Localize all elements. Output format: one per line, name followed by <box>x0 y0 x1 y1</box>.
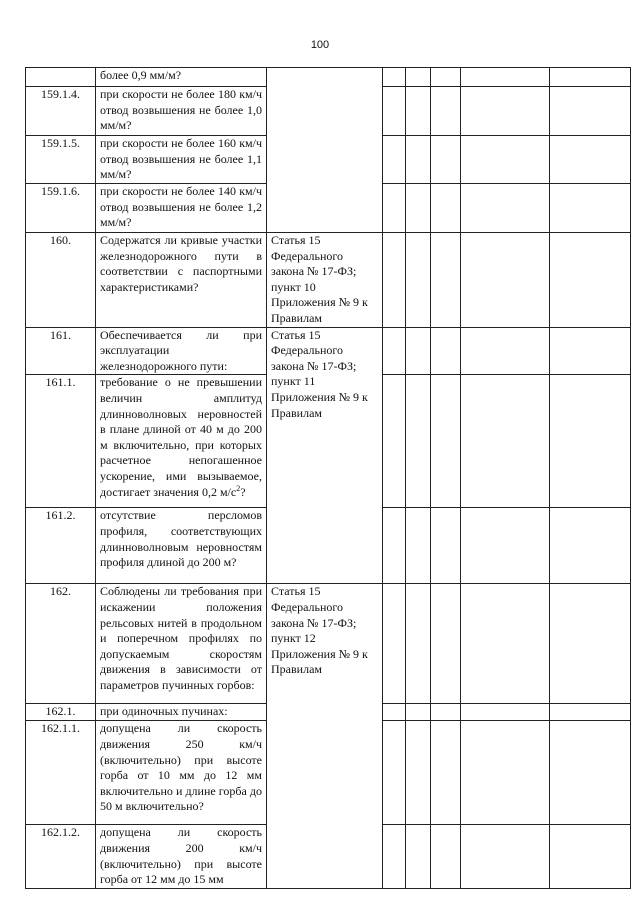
item-number: 159.1.6. <box>26 184 96 233</box>
answer-cell <box>383 136 406 184</box>
answer-cell <box>406 508 431 584</box>
answer-cell <box>383 704 406 721</box>
answer-cell <box>431 375 461 508</box>
table-row <box>26 68 631 87</box>
answer-cell <box>383 327 406 375</box>
answer-cell <box>550 584 631 704</box>
table-row <box>26 584 631 704</box>
answer-cell <box>383 375 406 508</box>
question-text: при скорости не более 140 км/ч отвод возвышения не более 1,2 мм/м? <box>96 184 267 233</box>
table-row <box>26 233 631 328</box>
checklist-table <box>25 67 631 889</box>
legal-basis: Статья 15 Федерального закона № 17-ФЗ; пункт 10 Приложения № 9 к Правилам <box>267 233 383 328</box>
answer-cell <box>461 68 550 87</box>
answer-cell <box>461 375 550 508</box>
question-text: допущена ли скорость движения 200 км/ч (включительно) при высоте горба от 12 мм до 15 мм <box>96 825 267 888</box>
answer-cell <box>461 233 550 328</box>
answer-cell <box>431 87 461 136</box>
answer-cell <box>550 704 631 721</box>
answer-cell <box>461 87 550 136</box>
page-number: 100 <box>310 39 330 51</box>
answer-cell <box>406 136 431 184</box>
answer-cell <box>550 327 631 375</box>
answer-cell <box>550 87 631 136</box>
question-superscript: 2 <box>236 483 241 493</box>
answer-cell <box>431 136 461 184</box>
answer-cell <box>431 68 461 87</box>
question-text: при одиночных пучинах: <box>96 704 267 721</box>
item-number: 159.1.4. <box>26 87 96 136</box>
question-text: при скорости не более 160 км/ч отвод возвышения не более 1,1 мм/м? <box>96 136 267 184</box>
item-number: 161.2. <box>26 508 96 584</box>
question-text: при скорости не более 180 км/ч отвод возвышения не более 1,0 мм/м? <box>96 87 267 136</box>
answer-cell <box>461 721 550 825</box>
answer-cell <box>406 68 431 87</box>
answer-cell <box>550 508 631 584</box>
item-number: 160. <box>26 233 96 328</box>
answer-cell <box>461 825 550 888</box>
answer-cell <box>406 704 431 721</box>
question-text: Соблюдены ли требования при искажении положения рельсовых нитей в продольном и поперечном профилях по допускаемым скоростям движения в зависимости от параметров пучинных горбов: <box>96 584 267 704</box>
answer-cell <box>406 584 431 704</box>
item-number: 162.1.2. <box>26 825 96 888</box>
answer-cell <box>406 87 431 136</box>
question-text: Обеспечивается ли при эксплуатации железнодорожного пути: <box>96 327 267 375</box>
answer-cell <box>550 825 631 888</box>
answer-cell <box>383 584 406 704</box>
question-text: более 0,9 мм/м? <box>96 68 267 87</box>
item-number: 162.1.1. <box>26 721 96 825</box>
legal-basis: Статья 15 Федерального закона № 17-ФЗ; пункт 11 Приложения № 9 к Правилам <box>267 327 383 584</box>
answer-cell <box>461 584 550 704</box>
answer-cell <box>383 233 406 328</box>
answer-cell <box>550 136 631 184</box>
answer-cell <box>461 184 550 233</box>
item-number: 161. <box>26 327 96 375</box>
answer-cell <box>431 508 461 584</box>
answer-cell <box>406 327 431 375</box>
question-text <box>96 375 267 508</box>
answer-cell <box>406 375 431 508</box>
answer-cell <box>431 704 461 721</box>
item-number: 159.1.5. <box>26 136 96 184</box>
answer-cell <box>431 825 461 888</box>
answer-cell <box>431 233 461 328</box>
legal-basis-cell <box>267 68 383 233</box>
answer-cell <box>406 184 431 233</box>
question-text: Содержатся ли кривые участки железнодорожного пути в соответствии с паспортными характеристиками? <box>96 233 267 328</box>
question-main: требование о не превышении величин амплитуд длинноволновых неровностей в плане длиной от 40 м до 200 м включительно, при которых расчетное непогашенное ускорение, ими вызываемое, достигает значения 0,2 м/с <box>100 375 262 499</box>
question-text: допущена ли скорость движения 250 км/ч (включительно) при высоте горба от 10 мм до 12 мм включительно и длине горба до 50 м включительно? <box>96 721 267 825</box>
item-number: 162.1. <box>26 704 96 721</box>
item-number <box>26 68 96 87</box>
answer-cell <box>461 136 550 184</box>
legal-basis: Статья 15 Федерального закона № 17-ФЗ; пункт 12 Приложения № 9 к Правилам <box>267 584 383 888</box>
question-text: отсутствие персломов профиля, соответствующих длинноволновым неровностям профиля длиной до 200 м? <box>96 508 267 584</box>
answer-cell <box>406 233 431 328</box>
answer-cell <box>550 68 631 87</box>
answer-cell <box>431 327 461 375</box>
table-row <box>26 327 631 375</box>
answer-cell <box>406 721 431 825</box>
answer-cell <box>461 508 550 584</box>
answer-cell <box>461 327 550 375</box>
answer-cell <box>383 508 406 584</box>
answer-cell <box>550 233 631 328</box>
answer-cell <box>383 68 406 87</box>
item-number: 161.1. <box>26 375 96 508</box>
answer-cell <box>461 704 550 721</box>
answer-cell <box>383 87 406 136</box>
answer-cell <box>550 375 631 508</box>
answer-cell <box>406 825 431 888</box>
item-number: 162. <box>26 584 96 704</box>
question-tail: ? <box>240 484 246 499</box>
answer-cell <box>550 721 631 825</box>
answer-cell <box>431 584 461 704</box>
answer-cell <box>383 184 406 233</box>
answer-cell <box>431 184 461 233</box>
answer-cell <box>383 721 406 825</box>
answer-cell <box>431 721 461 825</box>
answer-cell <box>383 825 406 888</box>
answer-cell <box>550 184 631 233</box>
